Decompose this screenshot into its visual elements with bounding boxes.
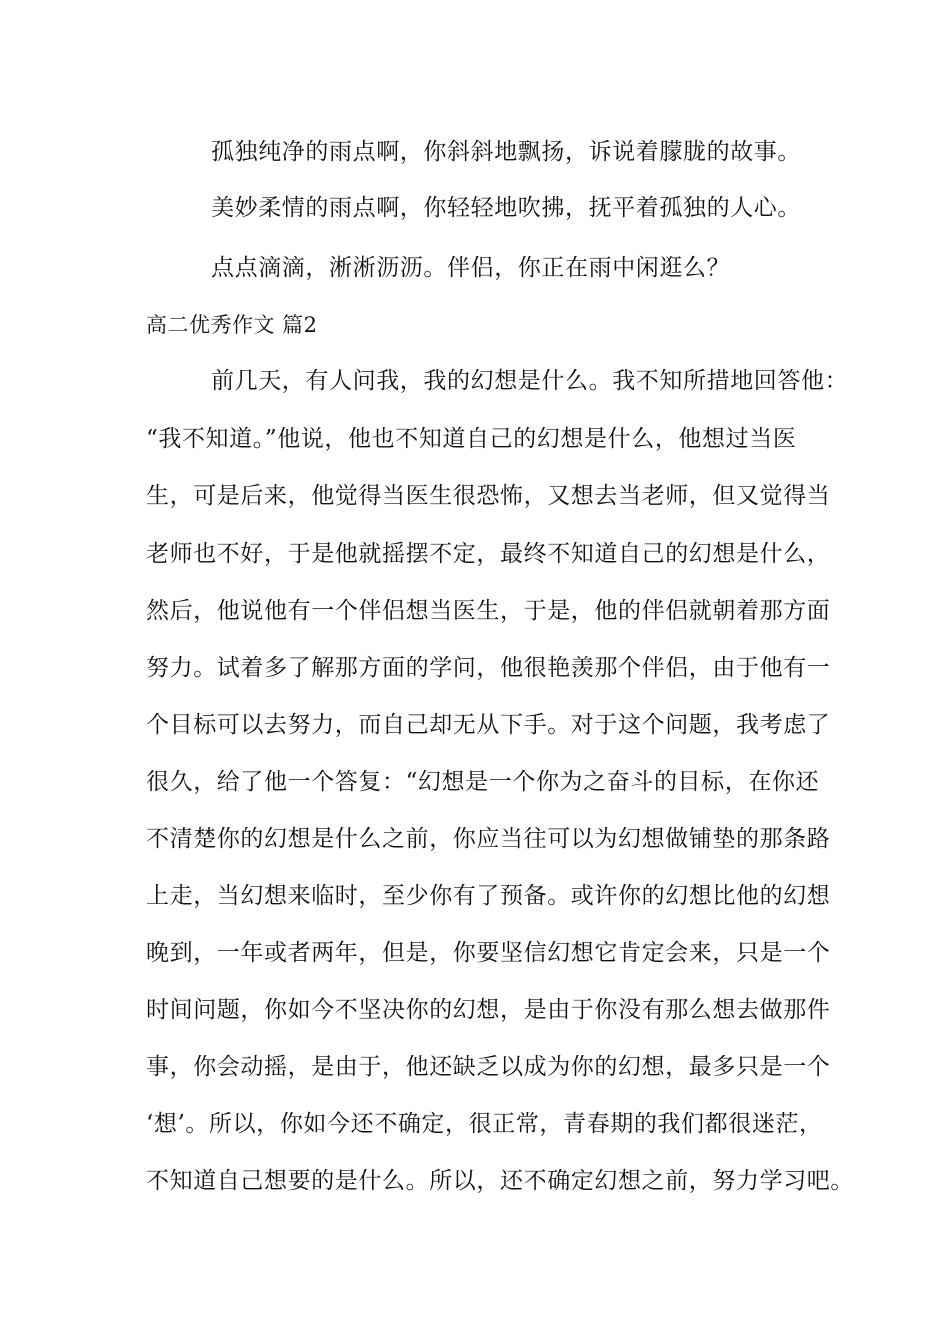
essay-line: 晚到，一年或者两年，但是，你要坚信幻想它肯定会来，只是一个 <box>146 940 831 966</box>
essay-line: 上走，当幻想来临时，至少你有了预备。或许你的幻想比他的幻想 <box>146 883 831 909</box>
essay-line: 不知道自己想要的是什么。所以，还不确定幻想之前，努力学习吧。 <box>146 1168 854 1194</box>
essay-line: 事，你会动摇，是由于，他还缺乏以成为你的幻想，最多只是一个 <box>146 1054 831 1080</box>
essay-line: 很久，给了他一个答复：“幻想是一个你为之奋斗的目标，在你还 <box>146 769 820 795</box>
essay-line: 个目标可以去努力，而自己却无从下手。对于这个问题，我考虑了 <box>146 712 831 738</box>
section-heading: 高二优秀作文 篇2 <box>146 313 318 337</box>
essay-line: ‘想’。所以，你如今还不确定，很正常，青春期的我们都很迷茫， <box>146 1111 823 1137</box>
essay-line: 前几天，有人问我，我的幻想是什么。我不知所措地回答他： <box>211 368 849 394</box>
essay-line: 生，可是后来，他觉得当医生很恐怖，又想去当老师，但又觉得当 <box>146 483 831 509</box>
essay-line: 老师也不好，于是他就摇摆不定，最终不知道自己的幻想是什么， <box>146 541 831 567</box>
essay-line: 然后，他说他有一个伴侣想当医生，于是，他的伴侣就朝着那方面 <box>146 598 831 624</box>
essay-line: “我不知道。”他说，他也不知道自己的幻想是什么，他想过当医 <box>146 426 797 452</box>
essay-line: 时间问题，你如今不坚决你的幻想，是由于你没有那么想去做那件 <box>146 997 831 1023</box>
poem-line-2: 美妙柔情的雨点啊，你轻轻地吹拂，抚平着孤独的人心。 <box>211 195 801 221</box>
essay-line: 不清楚你的幻想是什么之前，你应当往可以为幻想做铺垫的那条路 <box>146 826 831 852</box>
poem-line-1: 孤独纯净的雨点啊，你斜斜地飘扬，诉说着朦胧的故事。 <box>211 139 801 165</box>
essay-line: 努力。试着多了解那方面的学问，他很艳羡那个伴侣，由于他有一 <box>146 655 831 681</box>
poem-line-3: 点点滴滴，淅淅沥沥。伴侣，你正在雨中闲逛么？ <box>211 255 731 281</box>
